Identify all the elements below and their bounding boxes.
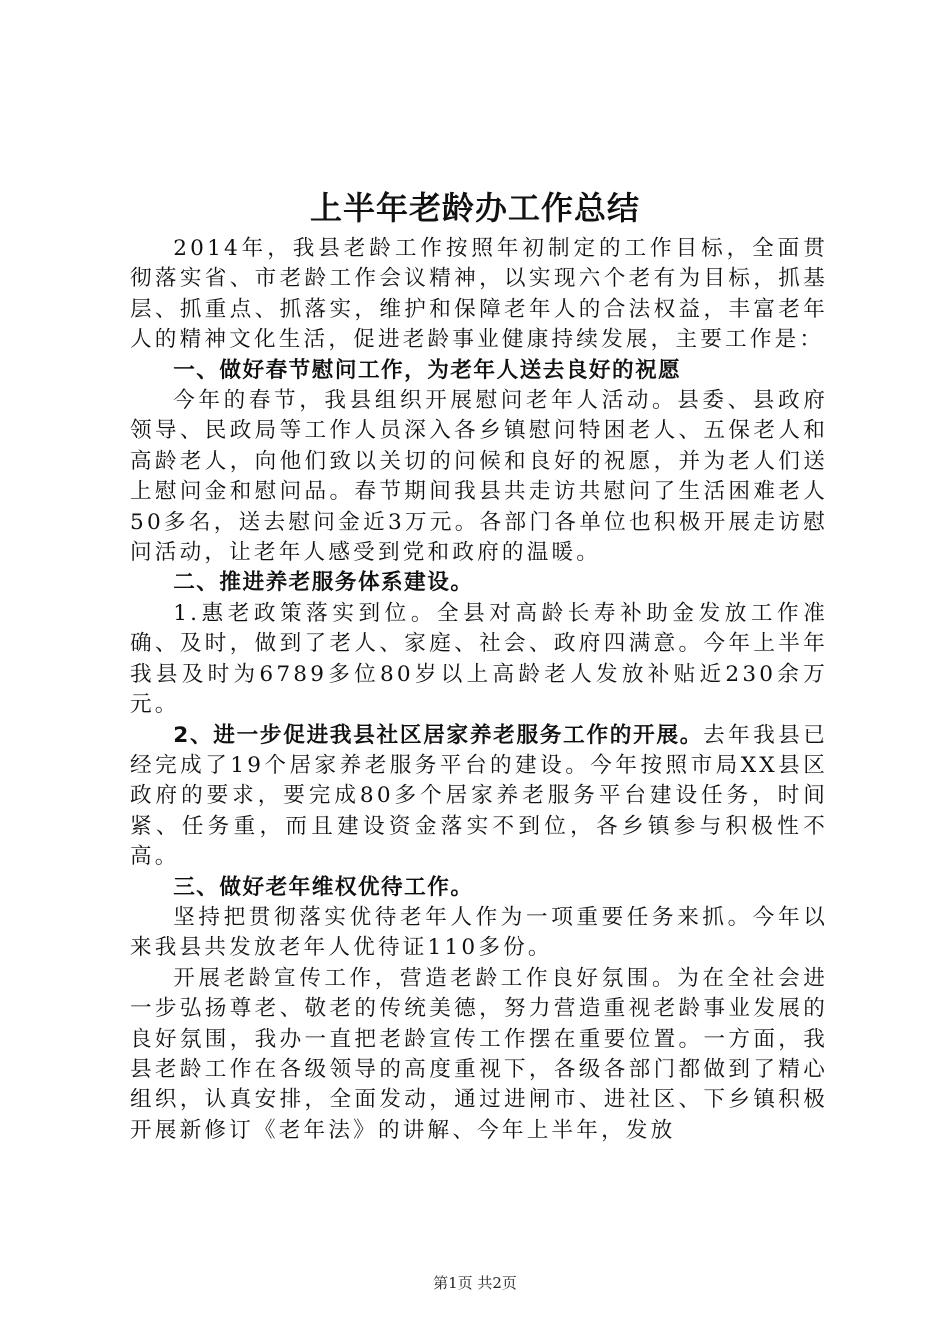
paragraph-lead: 2、进一步促进我县社区居家养老服务工作的开展。 <box>173 722 704 748</box>
document-body <box>130 234 828 1146</box>
paragraph-community-care <box>130 721 828 873</box>
paragraph-publicity: 开展老龄宣传工作，营造老龄工作良好氛围。为在全社会进一步弘扬尊老、敬老的传统美德，努力营造重视老龄事业发展的良好氛围，我办一直把老龄宣传工作摆在重要位置。一方面，我县老龄工作在各级领导的高度重视下，各级各部门都做到了精心组织，认真安排，全面发动，通过进闸市、进社区、下乡镇积极开展新修订《老年法》的讲解、今年上半年，发放 <box>130 965 828 1143</box>
paragraph-benefits: 坚持把贯彻落实优待老年人作为一项重要任务来抓。今年以来我县共发放老年人优待证110多份。 <box>130 904 828 961</box>
page-footer: 第1页 共2页 <box>433 1274 517 1292</box>
section-heading-3: 三、做好老年维权优待工作。 <box>173 874 474 900</box>
intro-paragraph: 2014年，我县老龄工作按照年初制定的工作目标，全面贯彻落实省、市老龄工作会议精神，以实现六个老有为目标，抓基层、抓重点、抓落实，维护和保障老年人的合法权益，丰富老年人的精神文化生活，促进老龄事业健康持续发展，主要工作是： <box>130 236 828 353</box>
paragraph-spring-festival: 今年的春节，我县组织开展慰问老年人活动。县委、县政府领导、民政局等工作人员深入各乡镇慰问特困老人、五保老人和高龄老人，向他们致以关切的问候和良好的祝愿，并为老人们送上慰问金和慰问品。春节期间我县共走访共慰问了生活困难老人50多名，送去慰问金近3万元。各部门各单位也积极开展走访慰问活动，让老年人感受到党和政府的温暖。 <box>130 388 828 566</box>
paragraph-policy: 1.惠老政策落实到位。全县对高龄长寿补助金发放工作准确、及时，做到了老人、家庭、社会、政府四满意。今年上半年我县及时为6789多位80岁以上高龄老人发放补贴近230余万元。 <box>130 600 828 718</box>
document-title: 上半年老龄办工作总结 <box>309 189 640 227</box>
section-heading-1: 一、做好春节慰问工作，为老年人送去良好的祝愿 <box>173 357 682 383</box>
section-heading-2: 二、推进养老服务体系建设。 <box>173 570 474 596</box>
paragraph-lead-text: 去年我县已经完成了19个居家养老服务平台的建设。今年按照市局XX县区政府的要求，要完成80多个居家养老服务平台建设任务，时间紧、任务重，而且建设资金落实不到位，各乡镇参与积极性不高。 <box>130 722 828 870</box>
